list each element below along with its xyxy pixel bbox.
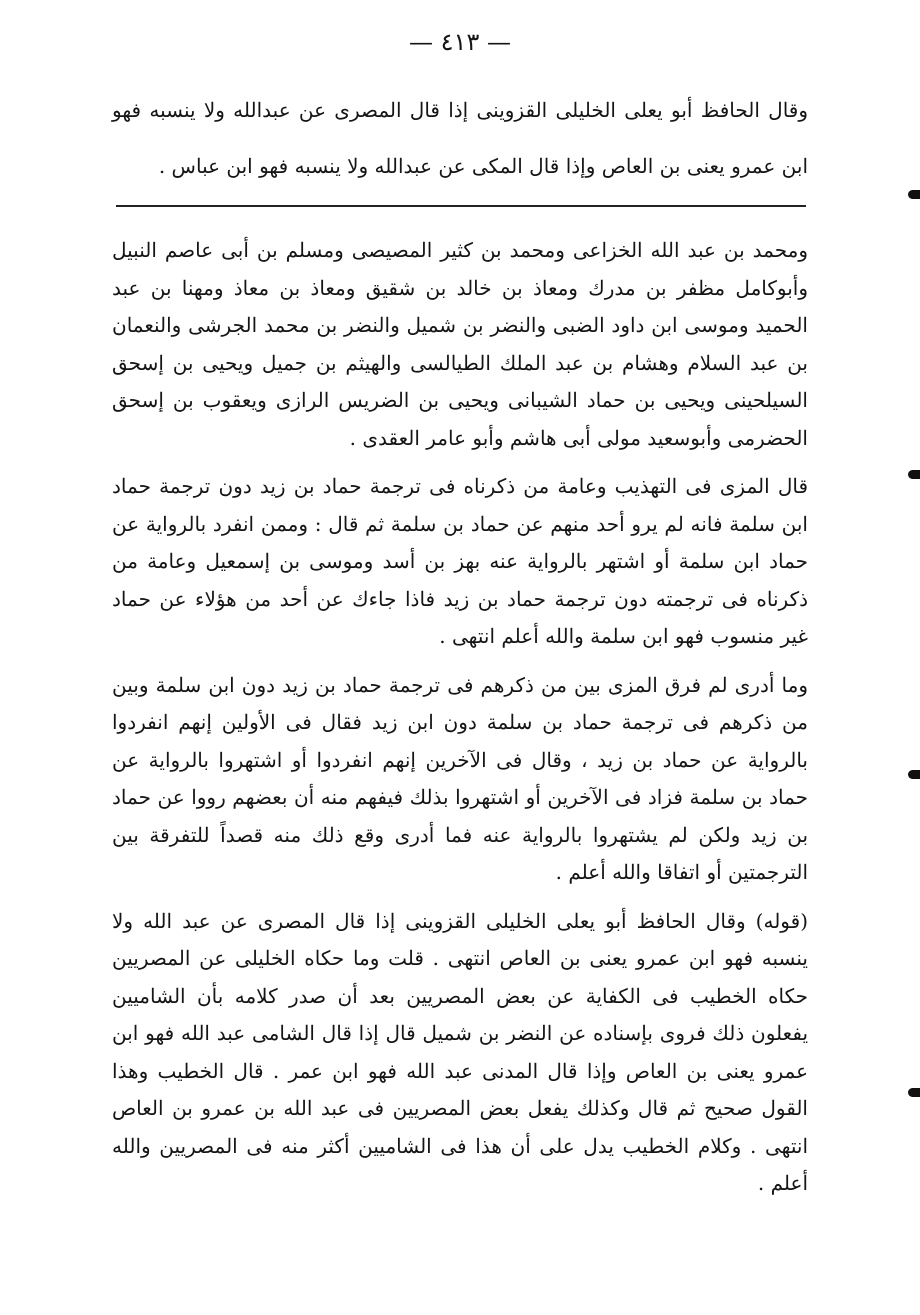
text-line: ومحمد بن عبد الله الخزاعى ومحمد بن كثير المصيصى ومسلم بن أبى عاصم النبيل وأبوكامل — [112, 238, 809, 300]
footnote-paragraph-4 — [112, 903, 808, 1203]
text-line: مظفر بن مدرك ومعاذ بن خالد بن شقيق ومعاذ بن معاذ ومهنا بن عبد الحميد وموسى — [112, 275, 808, 337]
scan-edge-mark — [908, 1088, 920, 1097]
text-line: من ذكرهم فى ترجمة حماد بن سلمة دون ابن زيد فقال فى الأولين إنهم انفردوا بالرواية — [112, 710, 808, 772]
text-line: فى الكفاية عن بعض المصريين بعد أن صدر كلامه بأن الشاميين يفعلون ذلك فروى — [112, 983, 809, 1045]
text-line: ابن داود الضبى والنضر بن شميل والنضر بن محمد الجرشى والنعمان بن عبد السلام — [112, 313, 808, 375]
scan-edge-mark — [908, 770, 920, 779]
text-line: اتفاقا والله أعلم . — [555, 860, 701, 884]
footnote-divider — [116, 205, 806, 207]
text-line: سلمة فزاد فى الآخرين أو اشتهروا بذلك فيفهم منه أن بعضهم رووا عن حماد بن زيد — [112, 785, 809, 847]
text-line: وإذا قال المدنى عبد الله فهو ابن عمر . قال الخطيب وهذا القول صحيح ثم قال وكذلك — [112, 1058, 808, 1120]
text-line: وما أدرى لم فرق المزى بين من ذكرهم فى ترجمة حماد بن زيد دون ابن سلمة وبين — [112, 672, 808, 697]
footnote-paragraph-1 — [112, 232, 808, 457]
text-line: فهو ابن عمرو يعنى بن العاص انتهى . قلت وما حكاه الخليلى عن المصريين حكاه الخطيب — [112, 946, 808, 1008]
text-line: وقال الحافظ أبو يعلى الخليلى القزوينى إذا قال المصرى عن عبدالله ولا ينسبه — [149, 98, 809, 122]
text-line: ابن سلمة أو اشتهر بالرواية عنه بهز بن أسد وموسى بن إسمعيل وعامة من ذكرناه فى — [112, 549, 808, 611]
text-line: فهو ابن سلمة والله أعلم انتهى . — [439, 624, 704, 648]
text-line: ابن سلمة فانه لم يرو أحد منهم عن حماد بن سلمة ثم قال : وممن انفرد بالرواية عن حماد — [112, 511, 808, 573]
footnote-paragraph-3 — [112, 667, 808, 892]
text-line: يفعل بعض المصريين فى عبد الله بن عمرو بن العاص انتهى . وكلام الخطيب يدل على — [112, 1096, 809, 1158]
main-text-paragraph — [112, 82, 808, 194]
text-line: أبى هاشم وأبو عامر العقدى . — [349, 425, 591, 450]
text-line: بإسناده عن النضر بن شميل قال إذا قال الشامى عبد الله فهو ابن عمرو يعنى بن العاص — [112, 1021, 809, 1083]
text-line: (قوله) وقال الحافظ أبو يعلى الخليلى القزوينى إذا قال المصرى عن عبد الله ولا ينسبه — [112, 908, 808, 970]
footnotes-section — [112, 232, 808, 1203]
text-line: حماد الشيبانى ويحيى بن الضريس الرازى ويعقوب بن إسحق الحضرمى وأبوسعيد مولى — [112, 388, 808, 450]
text-line: وهشام بن عبد الملك الطيالسى والهيثم بن جميل ويحيى بن إسحق السيلحينى ويحيى بن — [112, 350, 808, 412]
text-line: عن حماد بن زيد ، وقال فى الآخرين إنهم انفردوا أو اشتهروا بالرواية عن حماد بن — [112, 747, 808, 809]
text-line: فهو ابن عمرو يعنى بن العاص وإذا قال المكى عن عبدالله ولا ينسبه فهو ابن عباس . — [112, 98, 808, 178]
text-line: قال المزى فى التهذيب وعامة من ذكرناه فى ترجمة حماد بن زيد دون ترجمة حماد — [112, 474, 808, 498]
scan-edge-mark — [908, 190, 920, 199]
main-text — [112, 82, 808, 194]
page-number: — ٤١٣ — — [409, 28, 511, 56]
scan-edge-mark — [908, 470, 920, 479]
text-line: ترجمته دون ترجمة حماد بن زيد فاذا جاءك عن أحد من هؤلاء عن حماد غير منسوب — [112, 586, 808, 648]
text-line: أن هذا فى الشاميين أكثر منه فى المصريين والله أعلم . — [112, 1133, 808, 1195]
footnote-paragraph-2 — [112, 468, 808, 656]
text-line: ولكن لم يشتهروا بالرواية عنه فما أدرى وقع ذلك منه قصداً للتفرقة بين الترجمتين أو — [112, 822, 808, 884]
